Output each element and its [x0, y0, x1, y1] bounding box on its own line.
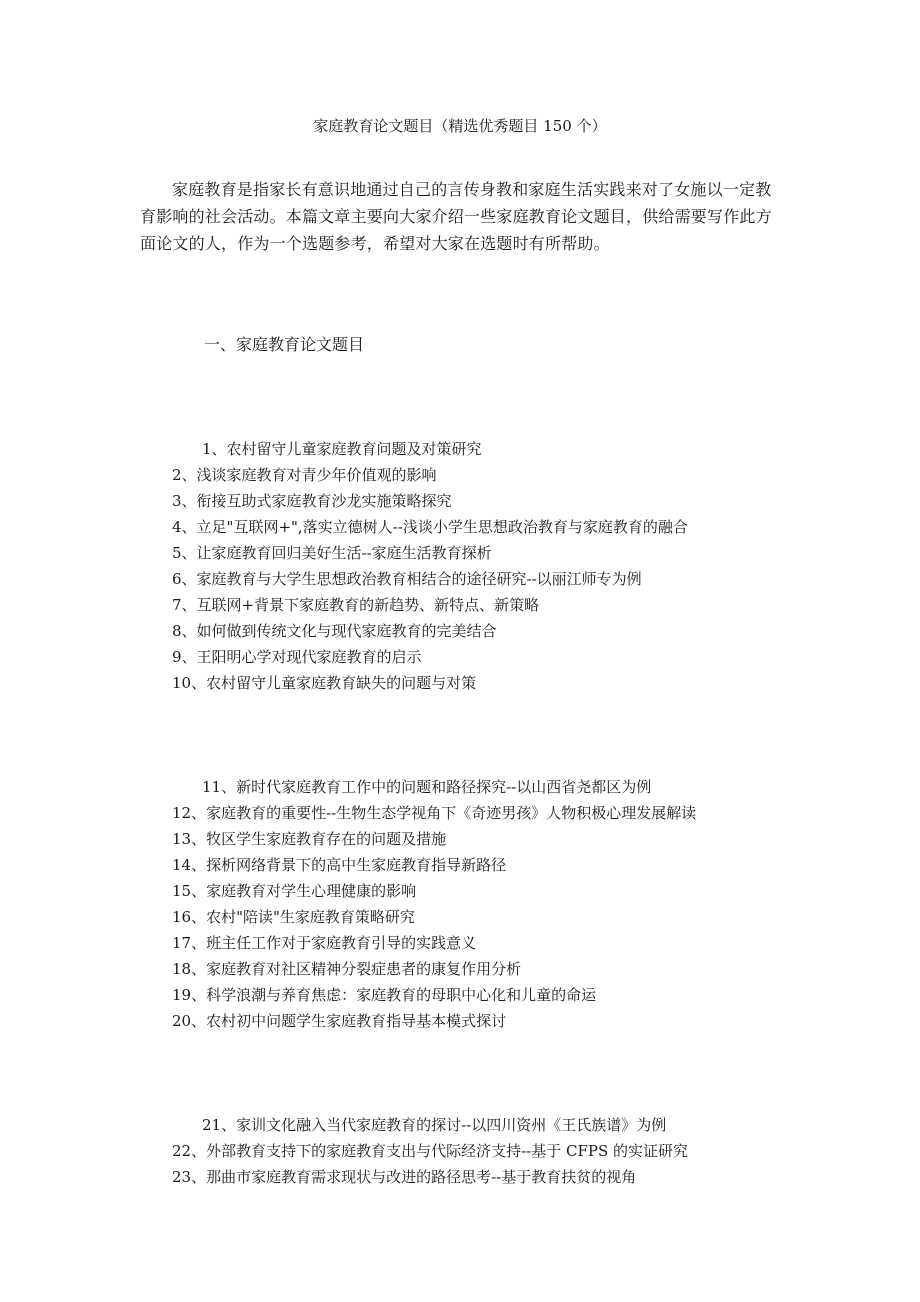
- list-item: 13、牧区学生家庭教育存在的问题及措施: [172, 830, 447, 848]
- list-item: 18、家庭教育对社区精神分裂症患者的康复作用分析: [172, 960, 522, 978]
- list-item: 22、外部教育支持下的家庭教育支出与代际经济支持--基于 CFPS 的实证研究: [172, 1142, 689, 1160]
- list-item: 9、王阳明心学对现代家庭教育的启示: [172, 648, 422, 666]
- list-item: 15、家庭教育对学生心理健康的影响: [172, 882, 417, 900]
- list-item: 11、新时代家庭教育工作中的问题和路径探究--以山西省尧都区为例: [202, 778, 652, 796]
- list-item: 3、衔接互助式家庭教育沙龙实施策略探究: [172, 492, 452, 510]
- section-heading: 一、家庭教育论文题目: [204, 335, 365, 354]
- list-item: 10、农村留守儿童家庭教育缺失的问题与对策: [172, 674, 477, 692]
- topic-list-group-2: [172, 774, 812, 1034]
- list-item: 5、让家庭教育回归美好生活--家庭生活教育探析: [172, 544, 492, 562]
- list-item: 20、农村初中问题学生家庭教育指导基本模式探讨: [172, 1012, 507, 1030]
- document-title: 家庭教育论文题目（精选优秀题目 150 个）: [313, 117, 607, 135]
- list-item: 23、那曲市家庭教育需求现状与改进的路径思考--基于教育扶贫的视角: [172, 1168, 637, 1186]
- list-item: 2、浅谈家庭教育对青少年价值观的影响: [172, 466, 437, 484]
- list-item: 6、家庭教育与大学生思想政治教育相结合的途径研究--以丽江师专为例: [172, 570, 642, 588]
- list-item: 19、科学浪潮与养育焦虑：家庭教育的母职中心化和儿童的命运: [172, 986, 597, 1004]
- list-item: 21、家训文化融入当代家庭教育的探讨--以四川资州《王氏族谱》为例: [202, 1116, 667, 1134]
- list-item: 4、立足"互联网+",落实立德树人--浅谈小学生思想政治教育与家庭教育的融合: [172, 518, 688, 536]
- list-item: 8、如何做到传统文化与现代家庭教育的完美结合: [172, 622, 497, 640]
- list-item: 7、互联网+背景下家庭教育的新趋势、新特点、新策略: [172, 596, 540, 614]
- list-item: 17、班主任工作对于家庭教育引导的实践意义: [172, 934, 477, 952]
- intro-paragraph: 家庭教育是指家长有意识地通过自己的言传身教和家庭生活实践来对了女施以一定教育影响的社会活动。本篇文章主要向大家介绍一些家庭教育论文题目，供给需要写作此方面论文的人，作为一个选题参考，希望对大家在选题时有所帮助。: [140, 180, 772, 253]
- list-item: 1、农村留守儿童家庭教育问题及对策研究: [202, 440, 482, 458]
- topic-list-group-1: [172, 436, 812, 696]
- list-item: 16、农村"陪读"生家庭教育策略研究: [172, 908, 415, 926]
- list-item: 14、探析网络背景下的高中生家庭教育指导新路径: [172, 856, 507, 874]
- topic-list-group-3: [172, 1112, 812, 1190]
- list-item: 12、家庭教育的重要性--生物生态学视角下《奇迹男孩》人物积极心理发展解读: [172, 804, 697, 822]
